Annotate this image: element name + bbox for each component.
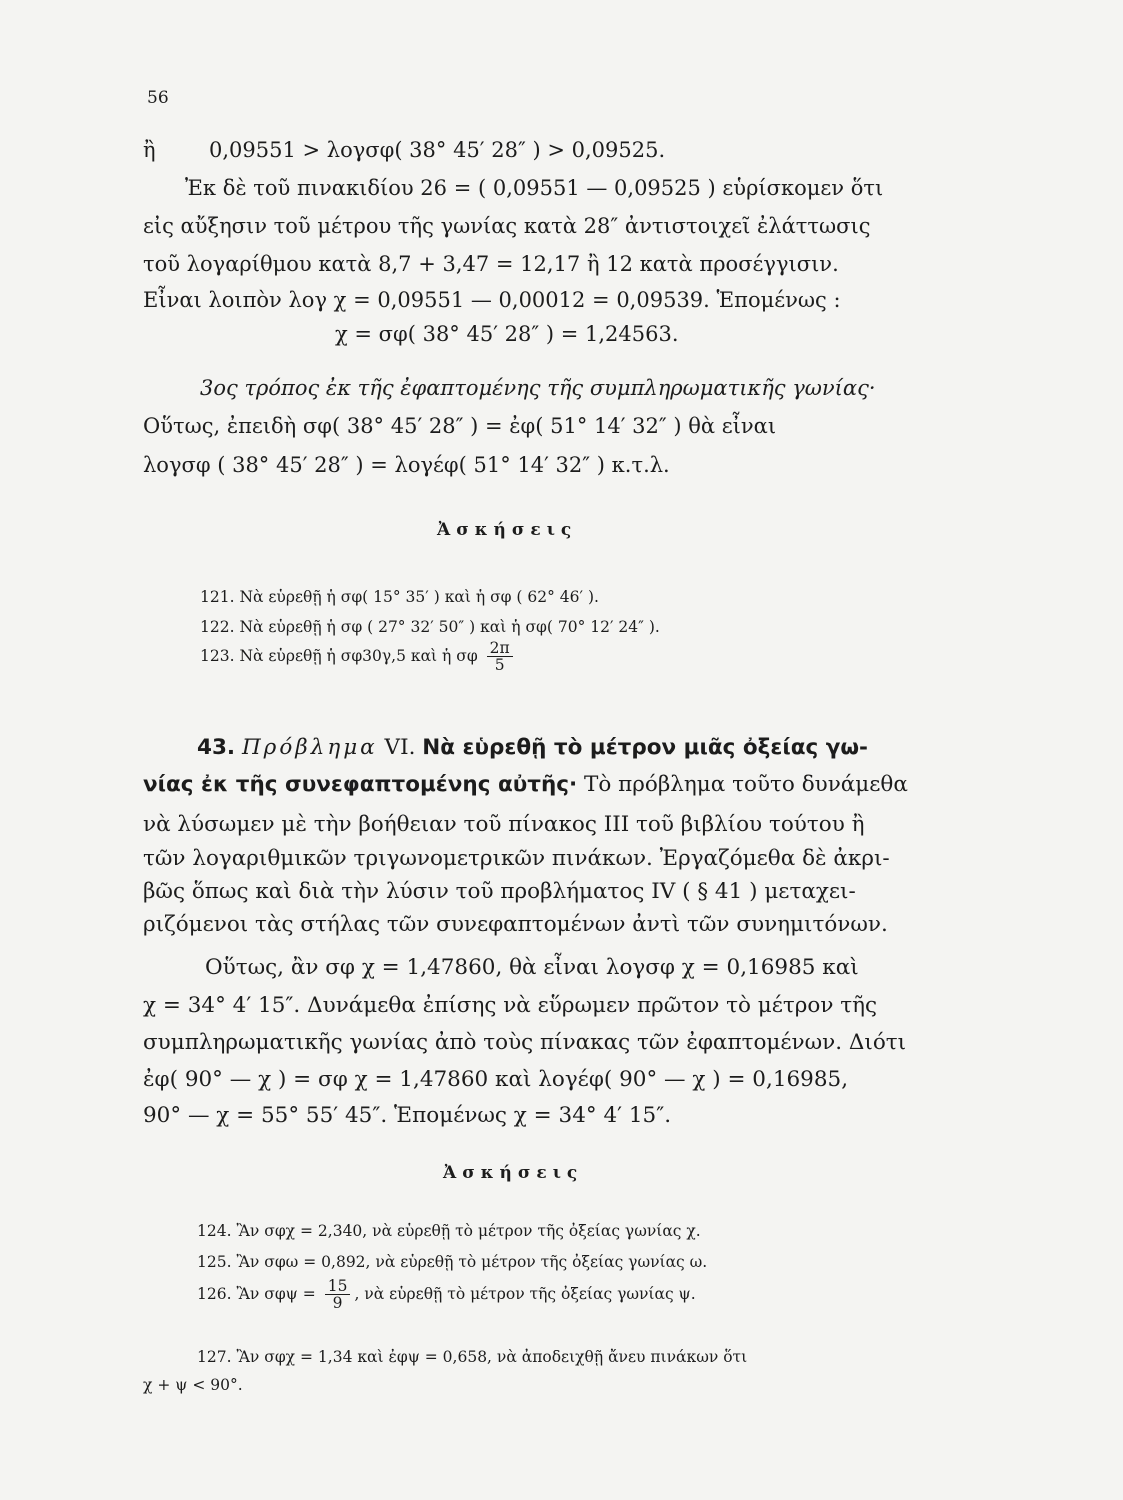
fraction-numerator: 15 [325, 1278, 351, 1295]
problem-line: ἐφ( 90° — χ ) = σφ χ = 1,47860 καὶ λογέφ( 90° — χ ) = 0,16985, [143, 1067, 849, 1092]
problem-line: χ = 34° 4′ 15″. Δυνάμεθα ἐπίσης νὰ εὕρωμεν πρῶτον τὸ μέτρον τῆς [143, 993, 878, 1018]
exercise-126-text: 126. Ἂν σφψ = [197, 1284, 316, 1303]
problem-line: 90° — χ = 55° 55′ 45″. Ἑπομένως χ = 34° 4′ 15″. [143, 1103, 672, 1128]
problem-line: νὰ λύσωμεν μὲ τὴν βοήθειαν τοῦ πίνακος III τοῦ βιβλίου τούτου ἢ [143, 812, 865, 837]
problem-title: Νὰ εὑρεθῇ τὸ μέτρον μιᾶς ὀξείας γω- [422, 735, 868, 760]
exercise-126 [197, 1278, 696, 1312]
problem-line: βῶς ὅπως καὶ διὰ τὴν λύσιν τοῦ προβλήματος IV ( § 41 ) μεταχει- [143, 879, 856, 904]
exercise-127-cont: χ + ψ < 90°. [143, 1376, 243, 1394]
fraction-15-over-9 [325, 1278, 351, 1312]
problem-roman: VI. [384, 735, 416, 760]
problem-line: συμπληρωματικῆς γωνίας ἀπὸ τοὺς πίνακας τῶν ἐφαπτομένων. Διότι [143, 1030, 907, 1055]
exercise-126-rest: , νὰ εὑρεθῇ τὸ μέτρον τῆς ὀξείας γωνίας ψ. [354, 1284, 696, 1303]
fraction-numerator: 2π [487, 640, 513, 657]
page-number: 56 [147, 88, 169, 108]
exercise-125: 125. Ἂν σφω = 0,892, νὰ εὑρεθῇ τὸ μέτρον τῆς ὀξείας γωνίας ω. [197, 1253, 708, 1271]
result-equation: χ = σφ( 38° 45′ 28″ ) = 1,24563. [335, 322, 679, 346]
problem-text: Τὸ πρόβλημα τοῦτο δυνάμεθα [584, 772, 908, 797]
exercise-121: 121. Νὰ εὑρεθῇ ἡ σφ( 15° 35′ ) καὶ ἡ σφ ( 62° 46′ ). [200, 588, 599, 606]
text-line: λογσφ ( 38° 45′ 28″ ) = λογέφ( 51° 14′ 32″ ) κ.τ.λ. [143, 453, 670, 477]
problem-line: Οὕτως, ἂν σφ χ = 1,47860, θὰ εἶναι λογσφ χ = 0,16985 καὶ [205, 955, 859, 980]
inequality-line: ἢ 0,09551 > λογσφ( 38° 45′ 28″ ) > 0,09525. [143, 138, 666, 162]
problem-line: τῶν λογαριθμικῶν τριγωνομετρικῶν πινάκων. Ἐργαζόμεθα δὲ ἀκρι- [143, 846, 890, 871]
problem-line [143, 772, 908, 797]
problem-line: ριζόμενοι τὰς στήλας τῶν συνεφαπτομένων ἀντὶ τῶν συνημιτόνων. [143, 912, 888, 937]
text-line: εἰς αὔξησιν τοῦ μέτρου τῆς γωνίας κατὰ 28″ ἀντιστοιχεῖ ἐλάττωσις [143, 214, 871, 238]
problem-heading [197, 735, 868, 760]
method-heading: 3ος τρόπος ἐκ τῆς ἐφαπτομένης τῆς συμπληρωματικῆς γωνίας· [200, 376, 876, 400]
problem-label: Πρόβλημα [241, 735, 378, 760]
problem-title-cont: νίας ἐκ τῆς συνεφαπτομένης αὐτῆς· [143, 772, 578, 797]
exercise-123 [200, 640, 517, 674]
exercise-123-text: 123. Νὰ εὑρεθῇ ἡ σφ30γ,5 καὶ ἡ σφ [200, 646, 478, 665]
exercise-124: 124. Ἂν σφχ = 2,340, νὰ εὑρεθῇ τὸ μέτρον τῆς ὀξείας γωνίας χ. [197, 1222, 701, 1240]
exercises-heading: Ἀσκήσεις [443, 1163, 584, 1183]
text-line: τοῦ λογαρίθμου κατὰ 8,7 + 3,47 = 12,17 ἢ 12 κατὰ προσέγγισιν. [143, 252, 839, 276]
fraction-denominator: 9 [332, 1294, 343, 1313]
exercises-heading: Ἀσκήσεις [437, 520, 578, 540]
fraction-denominator: 5 [494, 656, 505, 675]
problem-number: 43. [197, 735, 236, 760]
text-line: Εἶναι λοιπὸν λογ χ = 0,09551 — 0,00012 = 0,09539. Ἑπομένως : [143, 288, 841, 312]
exercise-122: 122. Νὰ εὑρεθῇ ἡ σφ ( 27° 32′ 50″ ) καὶ ἡ σφ( 70° 12′ 24″ ). [200, 618, 660, 636]
text-line: Ἐκ δὲ τοῦ πινακιδίου 26 = ( 0,09551 — 0,09525 ) εὑρίσκομεν ὅτι [185, 176, 884, 200]
fraction-2pi-over-5 [487, 640, 513, 674]
text-line: Οὕτως, ἐπειδὴ σφ( 38° 45′ 28″ ) = ἐφ( 51° 14′ 32″ ) θὰ εἶναι [143, 414, 777, 438]
exercise-127: 127. Ἂν σφχ = 1,34 καὶ ἐφψ = 0,658, νὰ ἀποδειχθῇ ἄνευ πινάκων ὅτι [197, 1348, 748, 1366]
